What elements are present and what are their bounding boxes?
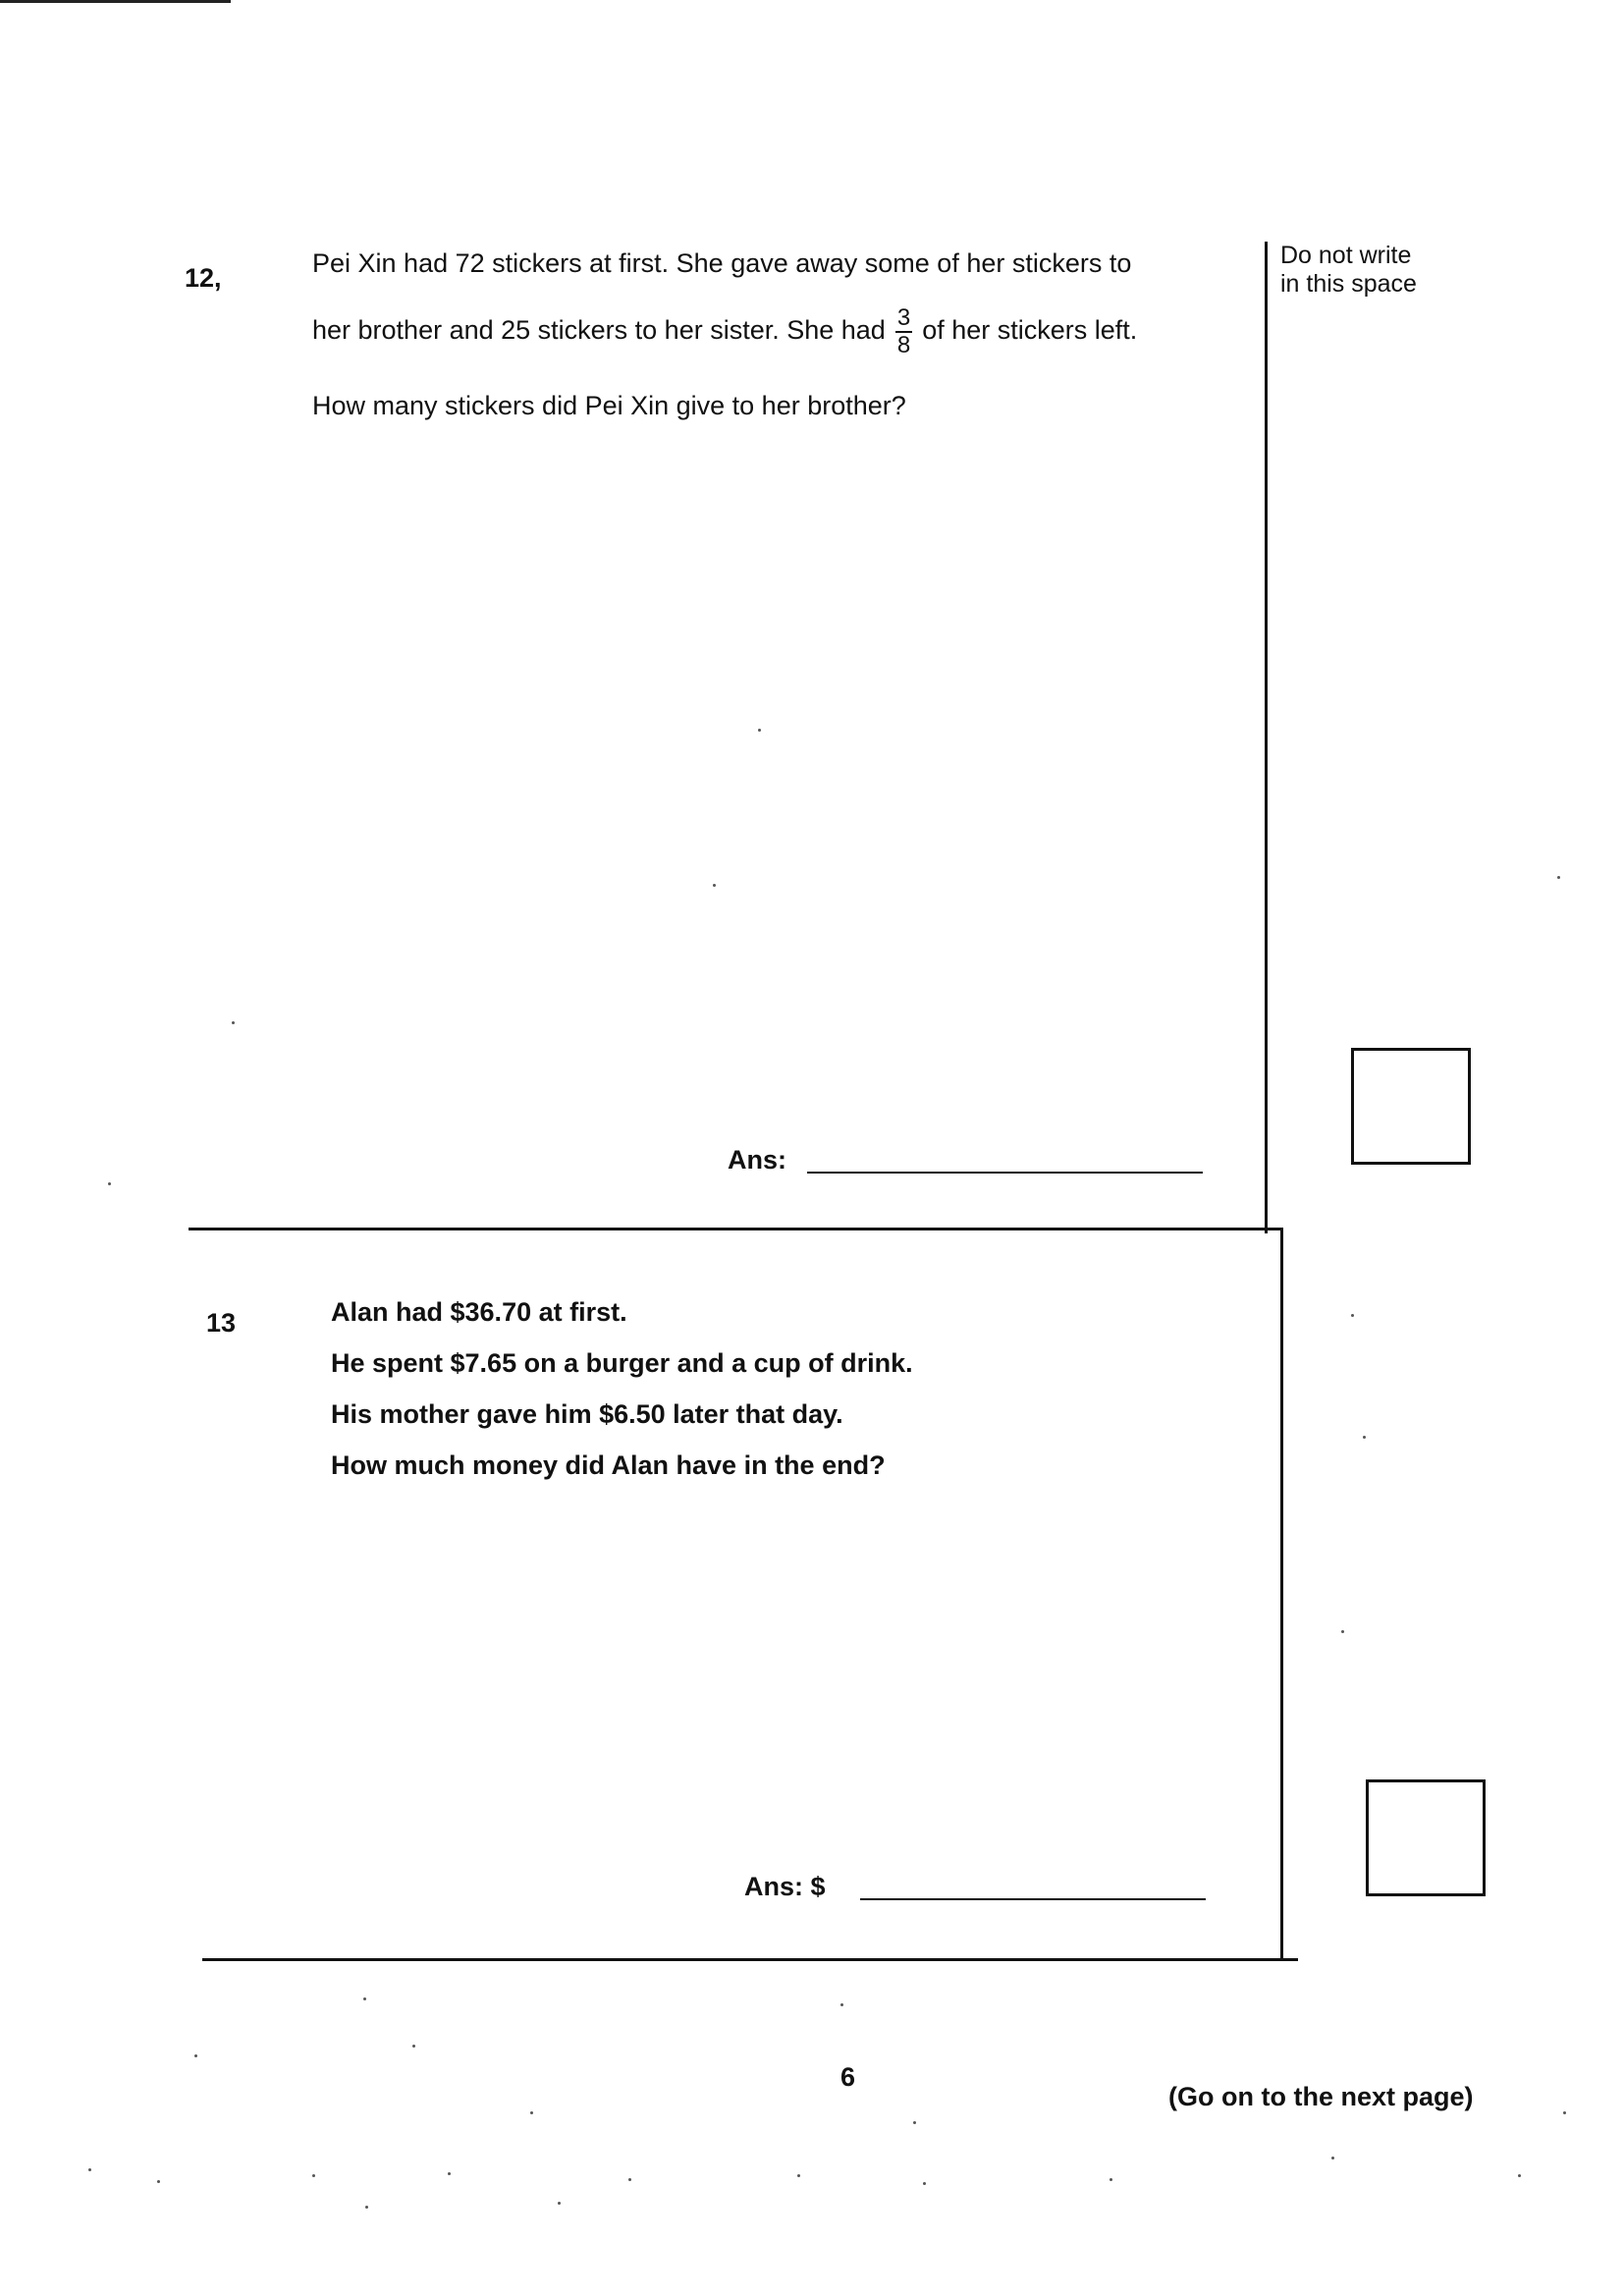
scan-speck [558, 2202, 561, 2205]
scan-speck [628, 2178, 631, 2181]
margin-note [1280, 242, 1417, 299]
question-13-line-1: Alan had $36.70 at first. [331, 1297, 627, 1327]
question-12-answer-label: Ans: [728, 1145, 786, 1175]
question-13-line-2: He spent $7.65 on a burger and a cup of drink. [331, 1348, 913, 1378]
question-13-mark-box[interactable] [1366, 1779, 1486, 1896]
scan-speck [1351, 1314, 1354, 1317]
scan-speck [713, 884, 716, 887]
scan-speck [448, 2172, 451, 2175]
margin-divider-lower [1280, 1228, 1283, 1960]
fraction-numerator: 3 [896, 304, 911, 331]
scan-speck [530, 2111, 533, 2114]
fraction-three-eighths [895, 306, 912, 357]
question-12-line-2 [312, 306, 1137, 357]
scan-speck [88, 2168, 91, 2171]
scan-speck [1518, 2174, 1521, 2177]
scan-speck [1110, 2178, 1112, 2181]
question-13-answer-line[interactable] [860, 1898, 1206, 1900]
scan-speck [1557, 876, 1560, 879]
margin-note-line-2: in this space [1280, 269, 1417, 298]
scan-speck [758, 729, 761, 732]
fraction-denominator: 8 [896, 332, 911, 358]
question-divider [189, 1228, 1283, 1230]
scan-speck [923, 2182, 926, 2185]
top-rule [0, 0, 231, 3]
scan-speck [913, 2121, 916, 2124]
question-12-answer-line[interactable] [807, 1172, 1203, 1174]
scan-speck [1563, 2111, 1566, 2114]
scan-speck [1363, 1436, 1366, 1439]
question-13-number: 13 [206, 1308, 237, 1338]
margin-divider-upper [1265, 242, 1268, 1233]
question-13-answer-label: Ans: $ [744, 1872, 826, 1901]
question-12-number: 12, [185, 263, 222, 293]
scan-speck [108, 1182, 111, 1185]
question-13-line-3: His mother gave him $6.50 later that day. [331, 1399, 843, 1429]
scan-speck [363, 1997, 366, 2000]
question-12-line-2-end: of her stickers left. [922, 315, 1138, 346]
question-12-line-2-start: her brother and 25 stickers to her sister. She had [312, 315, 886, 346]
scan-speck [797, 2174, 800, 2177]
scan-speck [232, 1021, 235, 1024]
question-13-line-4: How much money did Alan have in the end? [331, 1450, 886, 1480]
scan-speck [412, 2045, 415, 2048]
page-number: 6 [840, 2062, 856, 2092]
scan-speck [312, 2174, 315, 2177]
scan-speck [157, 2180, 160, 2183]
scan-speck [1341, 1630, 1344, 1633]
question-12-mark-box[interactable] [1351, 1048, 1471, 1165]
question-12-line-1: Pei Xin had 72 stickers at first. She gave away some of her stickers to [312, 248, 1132, 278]
scan-speck [365, 2206, 368, 2209]
go-on-next-page: (Go on to the next page) [1168, 2082, 1474, 2111]
margin-note-line-1: Do not write [1280, 242, 1412, 269]
bottom-rule [202, 1958, 1298, 1961]
question-12-line-3: How many stickers did Pei Xin give to her brother? [312, 391, 906, 420]
scan-speck [194, 2054, 197, 2057]
scan-speck [840, 2003, 843, 2006]
scan-speck [1331, 2157, 1334, 2159]
